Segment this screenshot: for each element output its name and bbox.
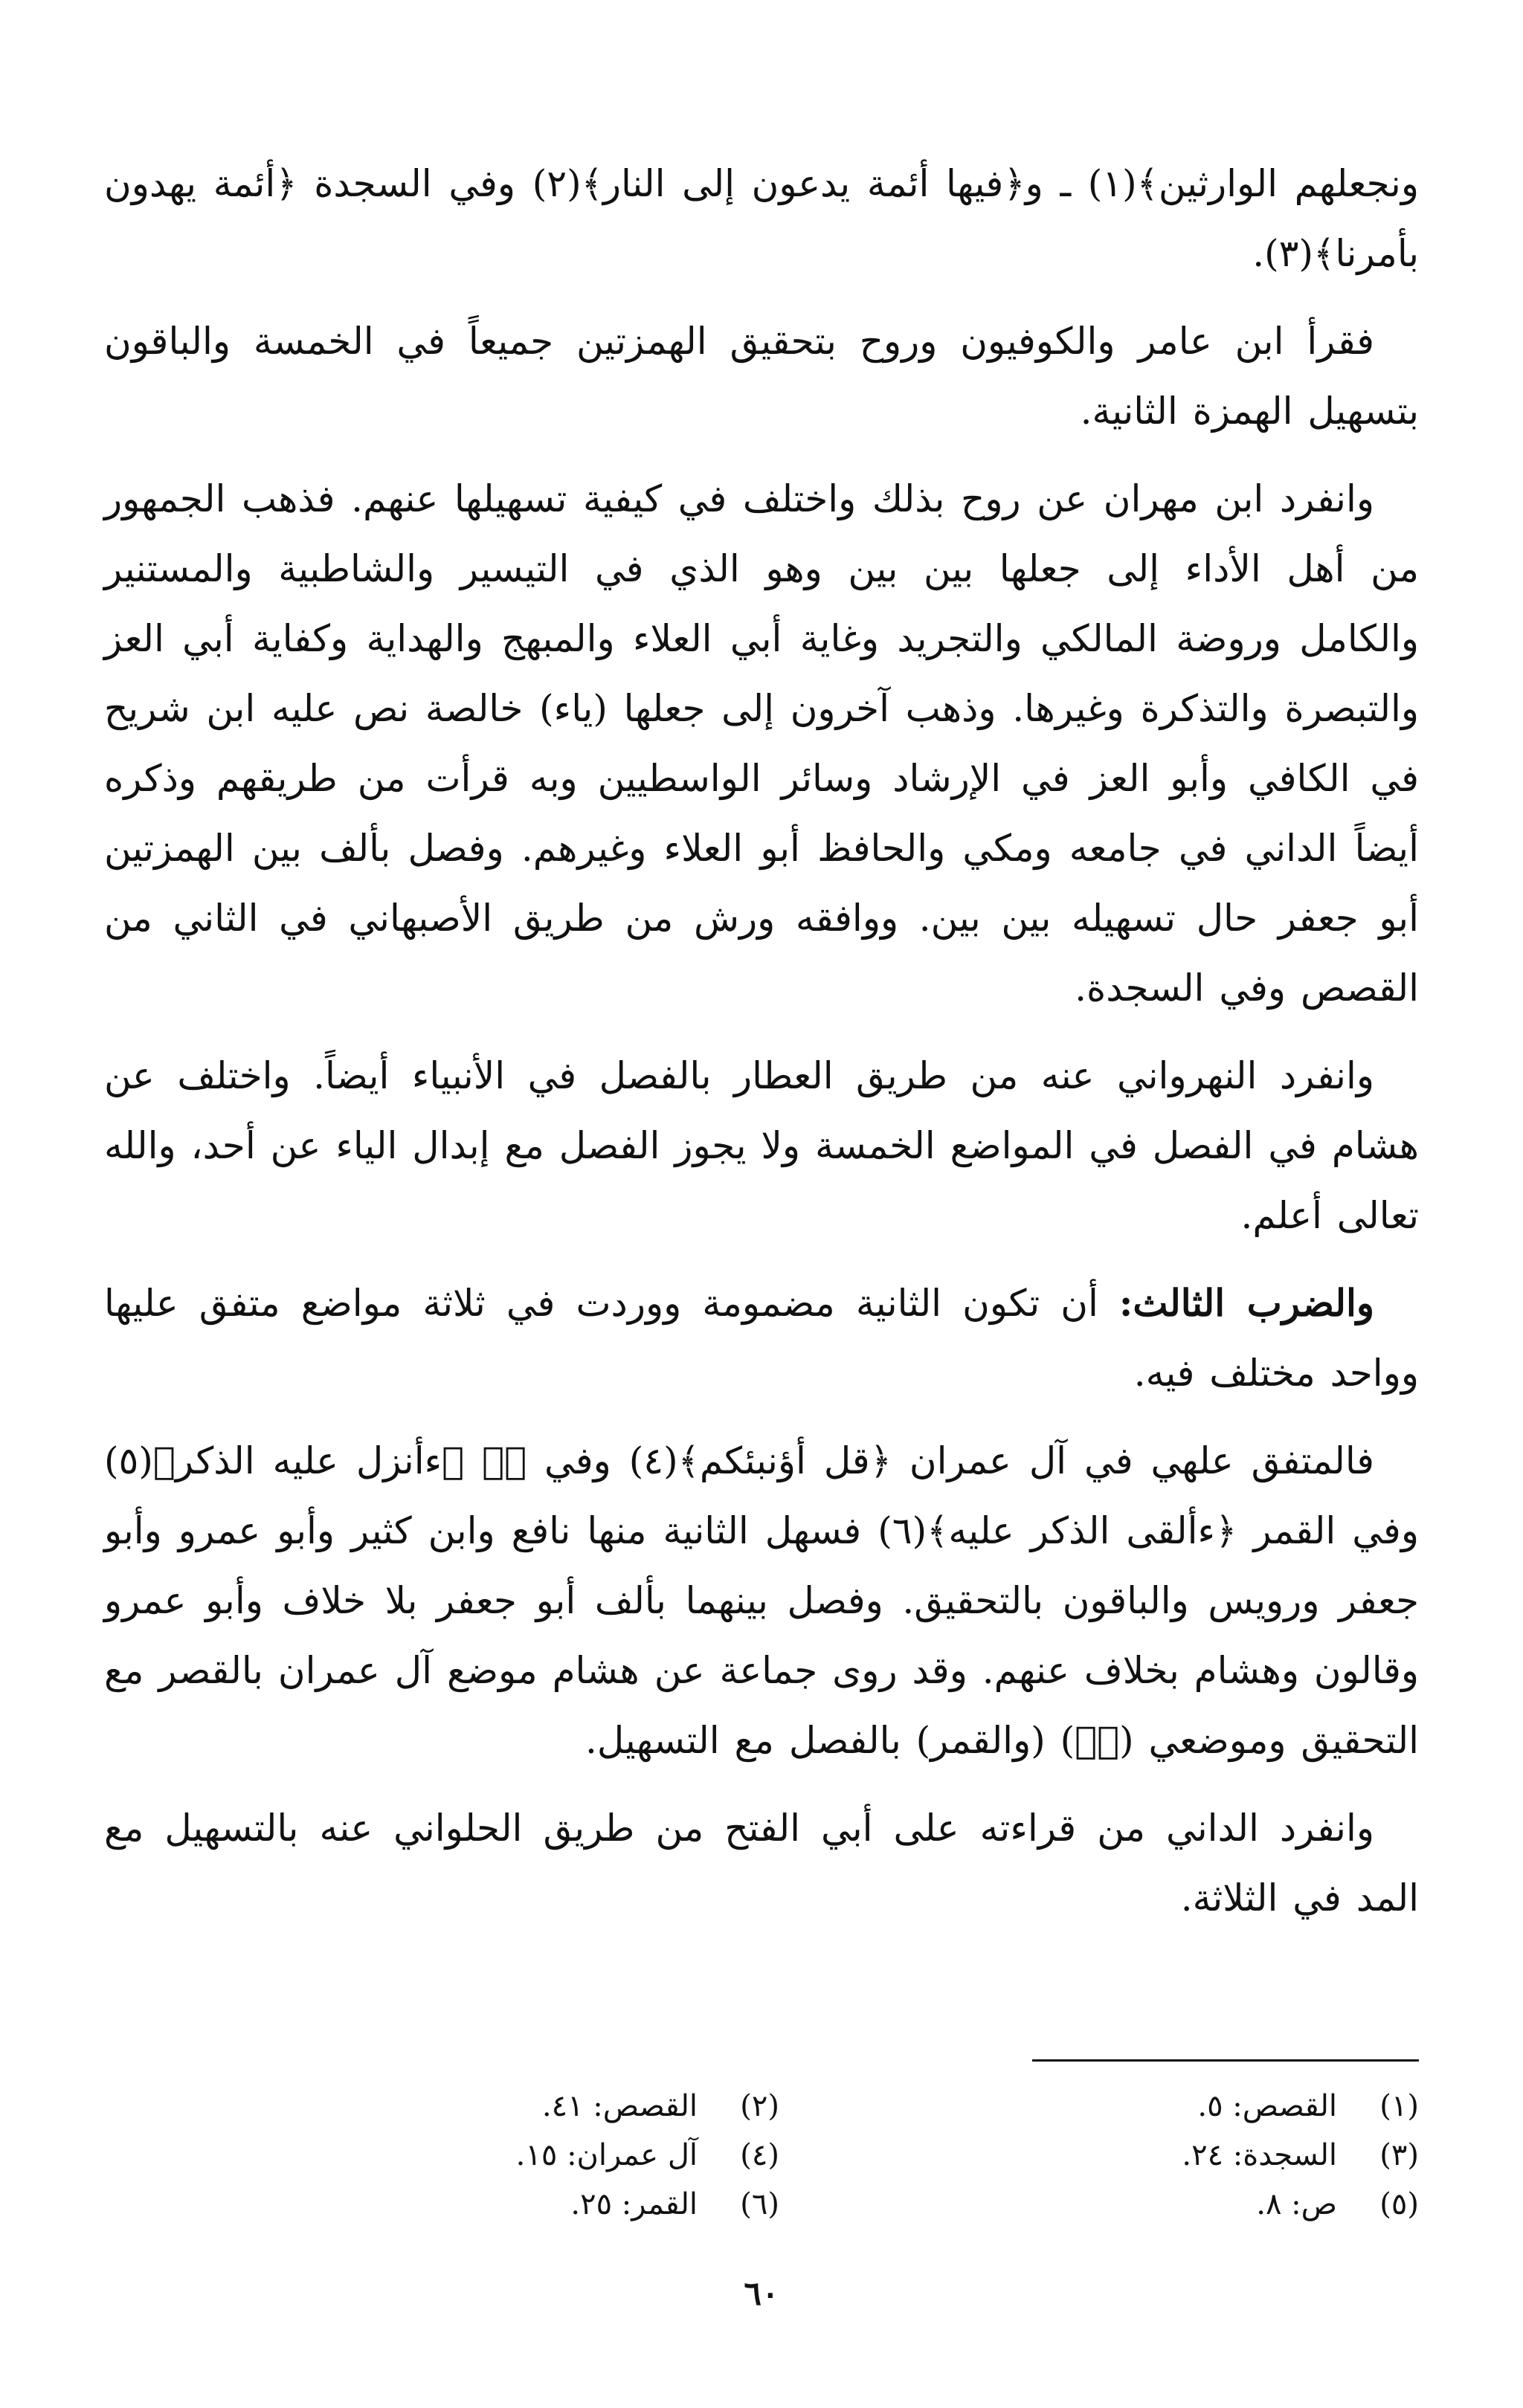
paragraph-4: وانفرد النهرواني عنه من طريق العطار بالفصل في الأنبياء أيضاً. واختلف عن هشام في الفصل في المواضع الخمسة ولا يجوز الفصل مع إبدال الياء عن أحد، والله تعالى أعلم. xyxy=(104,1054,1419,1237)
paragraph-5 xyxy=(104,1268,1419,1408)
footnote-2 xyxy=(140,2082,779,2131)
footnote-number: (١) xyxy=(1379,2089,1419,2123)
footnote-4 xyxy=(140,2131,779,2180)
footnote-row xyxy=(104,2131,1419,2180)
paragraph-6: فالمتفق علهي في آل عمران ﴿قل أؤنبئكم﴾(٤) وفي صۤ ﴿ءأنزل عليه الذكر﴾(٥) وفي القمر ﴿ءألقى الذكر عليه﴾(٦) فسهل الثانية منها نافع وابن كثير وأبو عمرو وأبو جعفر ورويس والباقون بالتحقيق. وفصل بينهما بألف أبو جعفر بلا خلاف وأبو عمرو وقالون وهشام بخلاف عنهم. وقد روى جماعة عن هشام موضع آل عمران بالقصر مع التحقيق وموضعي (صۤ) (والقمر) بالفصل مع التسهيل. xyxy=(104,1439,1419,1762)
footnote-divider xyxy=(1032,2059,1419,2062)
footnote-1 xyxy=(779,2082,1419,2131)
section-heading: والضرب الثالث: xyxy=(1118,1281,1375,1325)
footnote-row xyxy=(104,2082,1419,2131)
paragraph-5-text: أن تكون الثانية مضمومة ووردت في ثلاثة مواضع متفق عليها وواحد مختلف فيه. xyxy=(104,1282,1419,1395)
paragraph-7: وانفرد الداني من قراءته على أبي الفتح من طريق الحلواني عنه بالتسهيل مع المد في الثلاثة. xyxy=(104,1807,1419,1920)
footnotes xyxy=(104,2082,1419,2229)
paragraph-1: ونجعلهم الوارثين﴾(١) ـ و﴿فيها أئمة يدعون إلى النار﴾(٢) وفي السجدة ﴿أئمة يهدون بأمرنا﴾(٣). xyxy=(104,162,1419,275)
footnote-3 xyxy=(779,2131,1419,2180)
footnote-text: القصص: ٥. xyxy=(1197,2089,1337,2123)
footnote-text: ص: ٨. xyxy=(1256,2187,1337,2221)
footnote-row xyxy=(104,2180,1419,2229)
footnote-text: القصص: ٤١. xyxy=(541,2089,698,2123)
footnote-5 xyxy=(779,2180,1419,2229)
footnote-text: السجدة: ٢٤. xyxy=(1182,2138,1337,2172)
footnote-number: (٢) xyxy=(740,2089,779,2123)
footnote-text: القمر: ٢٥. xyxy=(570,2187,698,2221)
footnote-number: (٤) xyxy=(740,2138,779,2172)
paragraph-2: فقرأ ابن عامر والكوفيون وروح بتحقيق الهمزتين جميعاً في الخمسة والباقون بتسهيل الهمزة الثانية. xyxy=(104,320,1419,433)
footnote-number: (٦) xyxy=(740,2187,779,2221)
footnote-6 xyxy=(140,2180,779,2229)
page-number: ٦٠ xyxy=(744,2275,779,2313)
footnote-number: (٣) xyxy=(1379,2138,1419,2172)
footnote-text: آل عمران: ١٥. xyxy=(515,2138,698,2172)
paragraph-3: وانفرد ابن مهران عن روح بذلك واختلف في كيفية تسهيلها عنهم. فذهب الجمهور من أهل الأداء إلى جعلها بين بين وهو الذي في التيسير والشاطبية والمستنير والكامل وروضة المالكي والتجريد وغاية أبي العلاء والمبهج والهداية وكفاية أبي العز والتبصرة والتذكرة وغيرها. وذهب آخرون إلى جعلها (ياء) خالصة نص عليه ابن شريح في الكافي وأبو العز في الإرشاد وسائر الواسطيين وبه قرأت من طريقهم وذكره أيضاً الداني في جامعه ومكي والحافظ أبو العلاء وغيرهم. وفصل بألف بين الهمزتين أبو جعفر حال تسهيله بين بين. ووافقه ورش من طريق الأصبهاني في الثاني من القصص وفي السجدة. xyxy=(104,477,1419,1010)
page-body xyxy=(104,149,1419,1951)
footnote-number: (٥) xyxy=(1379,2187,1419,2221)
